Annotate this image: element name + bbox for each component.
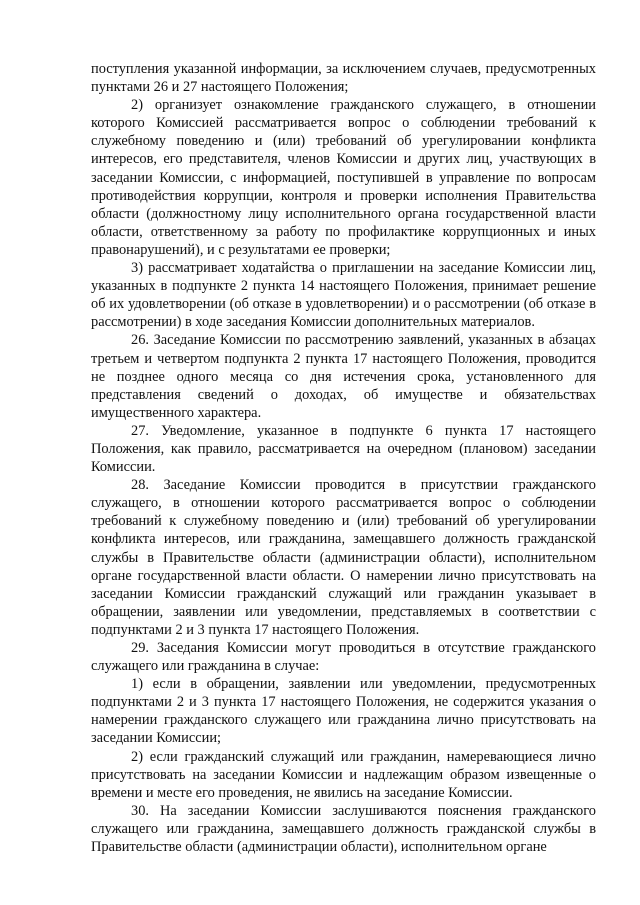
paragraph-28: 28. Заседание Комиссии проводится в присутствии гражданского служащего, в отношении которого рассматривается вопрос о соблюдении требований к служебному поведению и (или) требований об урегулировании конфликта интересов, или гражданина, замещавшего должность гражданской службы в Правительстве области (администрации области), исполнительном органе государственной власти области. О намерении лично присутствовать на заседании Комиссии гражданский служащий или гражданин указывает в обращении, заявлении или уведомлении, представляемых в соответствии с подпунктами 2 и 3 пункта 17 настоящего Положения. bbox=[91, 477, 596, 638]
paragraph-item-2: 2) организует ознакомление гражданского служащего, в отношении которого Комиссией рассматривается вопрос о соблюдении требований к служебному поведению и (или) требований об урегулировании конфликта интересов, его представителя, членов Комиссии и других лиц, участвующих в заседании Комиссии, с информацией, поступившей в управление по вопросам противодействия коррупции, контроля и проверки исполнения Правительства области (должностному лицу исполнительного органа государственной власти области, ответственному за работу по профилактике коррупционных и иных правонарушений), и с результатами ее проверки; bbox=[91, 97, 596, 258]
document-body bbox=[91, 60, 596, 856]
paragraph-item-3: 3) рассматривает ходатайства о приглашении на заседание Комиссии лиц, указанных в подпункте 2 пункта 14 настоящего Положения, принимает решение об их удовлетворении (об отказе в удовлетворении) и о рассмотрении (об отказе в рассмотрении) в ходе заседания Комиссии дополнительных материалов. bbox=[91, 260, 596, 331]
paragraph-26: 26. Заседание Комиссии по рассмотрению заявлений, указанных в абзацах третьем и четвертом подпункта 2 пункта 17 настоящего Положения, проводится не позднее одного месяца со дня истечения срока, установленного для представления сведений о доходах, об имуществе и обязательствах имущественного характера. bbox=[91, 332, 596, 421]
paragraph-30: 30. На заседании Комиссии заслушиваются пояснения гражданского служащего или гражданина, замещавшего должность гражданской службы в Правительстве области (администрации области), исполнительном органе bbox=[91, 802, 596, 856]
paragraph-29-item-1: 1) если в обращении, заявлении или уведомлении, предусмотренных подпунктами 2 и 3 пункта 17 настоящего Положения, не содержится указания о намерении гражданского служащего или гражданина лично присутствовать на заседании Комиссии; bbox=[91, 676, 596, 747]
paragraph-continuation: поступления указанной информации, за исключением случаев, предусмотренных пунктами 26 и 27 настоящего Положения; bbox=[91, 61, 596, 96]
paragraph-29: 29. Заседания Комиссии могут проводиться в отсутствие гражданского служащего или гражданина в случае: bbox=[91, 640, 596, 675]
paragraph-29-item-2: 2) если гражданский служащий или гражданин, намеревающиеся лично присутствовать на заседании Комиссии и надлежащим образом извещенные о времени и месте его проведения, не явились на заседание Комиссии. bbox=[91, 748, 596, 801]
paragraph-27: 27. Уведомление, указанное в подпункте 6 пункта 17 настоящего Положения, как правило, рассматривается на очередном (плановом) заседании Комиссии. bbox=[91, 422, 596, 476]
